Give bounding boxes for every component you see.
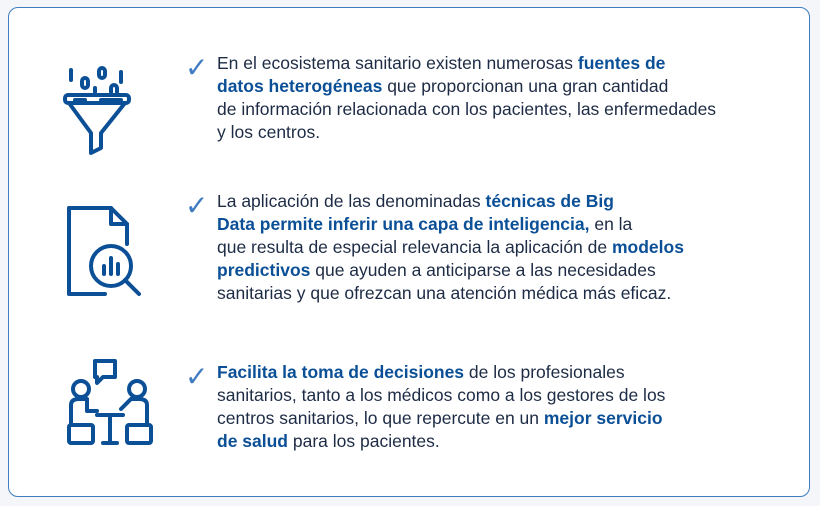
text-line (217, 407, 797, 430)
funnel-data-icon (61, 58, 161, 158)
item-text (217, 190, 797, 305)
body-text: para los pacientes. (288, 431, 440, 451)
body-text: sanitarios, tanto a los médicos como a los gestores de los (217, 385, 666, 405)
text-line (217, 213, 797, 236)
body-text: que resulta de especial relevancia la aplicación de (217, 237, 612, 257)
check-icon: ✓ (185, 360, 209, 393)
text-line (217, 384, 797, 407)
text-line (217, 430, 797, 453)
highlight-text: datos heterogéneas (217, 76, 383, 96)
meeting-people-icon (61, 357, 161, 457)
body-text: de los profesionales (464, 362, 625, 382)
item-text (217, 361, 797, 453)
document-analysis-icon (61, 204, 161, 304)
text-line (217, 282, 797, 305)
check-icon: ✓ (185, 189, 209, 222)
info-card (8, 7, 810, 497)
highlight-text: Data permite inferir una capa de inteligencia, (217, 214, 590, 234)
highlight-text: predictivos (217, 260, 311, 280)
body-text: y los centros. (217, 122, 321, 142)
body-text: En el ecosistema sanitario existen numerosas (217, 53, 578, 73)
text-line (217, 52, 797, 75)
body-text: La aplicación de las denominadas (217, 191, 486, 211)
body-text: de información relacionada con los pacientes, las enfermedades (217, 99, 717, 119)
text-line (217, 361, 797, 384)
item-text (217, 52, 797, 144)
check-icon: ✓ (185, 51, 209, 84)
body-text: que proporcionan una gran cantidad (382, 76, 669, 96)
body-text: centros sanitarios, lo que repercute en un (217, 408, 544, 428)
highlight-text: mejor servicio (543, 408, 663, 428)
highlight-text: modelos (611, 237, 684, 257)
body-text: sanitarias y que ofrezcan una atención médica más eficaz. (217, 283, 672, 303)
highlight-text: fuentes de (577, 53, 666, 73)
body-text: que ayuden a anticiparse a las necesidades (310, 260, 656, 280)
text-line (217, 259, 797, 282)
highlight-text: técnicas de Big (485, 191, 614, 211)
text-line (217, 190, 797, 213)
highlight-text: Facilita la toma de decisiones (217, 362, 465, 382)
body-text: en la (589, 214, 633, 234)
text-line (217, 75, 797, 98)
text-line (217, 98, 797, 121)
highlight-text: de salud (217, 431, 288, 451)
text-line (217, 236, 797, 259)
text-line (217, 121, 797, 144)
